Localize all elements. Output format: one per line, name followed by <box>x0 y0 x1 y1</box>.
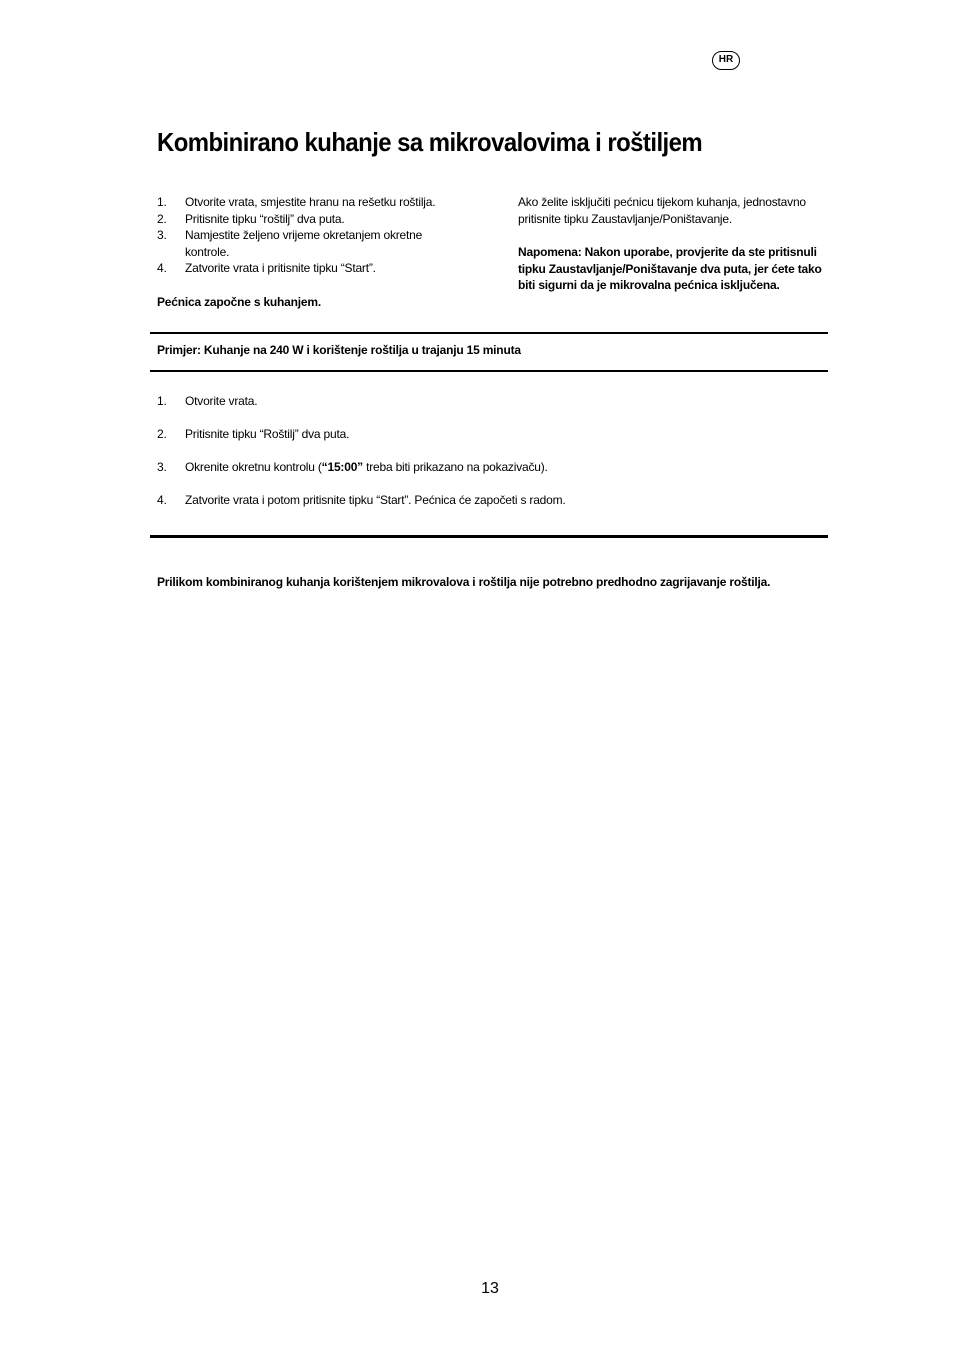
step-number: 1. <box>157 195 167 209</box>
step-text: Pritisnite tipku “roštilj” dva puta. <box>185 211 345 226</box>
step-text: Pritisnite tipku “Roštilj” dva puta. <box>185 427 350 442</box>
example-steps <box>157 393 817 525</box>
result-text: Pećnica započne s kuhanjem. <box>157 294 322 309</box>
notes-column <box>518 194 823 294</box>
step-text: Namjestite željeno vrijeme okretanjem okretne kontrole. <box>185 228 423 259</box>
page-number: 13 <box>481 1280 499 1297</box>
list-item <box>157 492 817 509</box>
stop-paragraph: Ako želite isključiti pećnicu tijekom kuhanja, jednostavno pritisnite tipku Zaustavljanje/Poništavanje. <box>518 195 806 226</box>
list-item <box>157 459 817 476</box>
step-number: 2. <box>157 427 167 442</box>
step-text: Otvorite vrata, smjestite hranu na rešetku roštilja. <box>185 195 436 209</box>
steps-list <box>157 194 457 277</box>
step-number: 3. <box>157 460 167 475</box>
language-badge: HR <box>712 51 740 70</box>
divider <box>150 535 828 538</box>
footnote: Prilikom kombiniranog kuhanja korištenjem mikrovalova i roštilja nije potrebno predhodno zagrijavanje roštilja. <box>157 575 771 589</box>
step-number: 2. <box>157 211 167 226</box>
step-number: 4. <box>157 261 167 276</box>
step-text-pre: Okrenite okretnu kontrolu ( <box>185 460 322 475</box>
list-item <box>157 227 457 260</box>
divider <box>150 370 828 372</box>
example-steps-list <box>157 393 817 509</box>
step-text: Otvorite vrata. <box>185 394 258 408</box>
list-item <box>157 211 457 228</box>
list-item <box>157 426 817 443</box>
example-title: Primjer: Kuhanje na 240 W i korištenje roštilja u trajanju 15 minuta <box>157 343 521 357</box>
step-text: Zatvorite vrata i pritisnite tipku “Start”. <box>185 261 376 276</box>
step-number: 3. <box>157 228 167 243</box>
step-text-post: treba biti prikazano na pokazivaču). <box>362 460 548 475</box>
step-number: 1. <box>157 394 167 408</box>
instructions-column <box>157 194 457 311</box>
step-number: 4. <box>157 493 167 508</box>
list-item <box>157 260 457 277</box>
list-item <box>157 393 817 410</box>
divider <box>150 332 828 334</box>
note-text: Napomena: Nakon uporabe, provjerite da ste pritisnuli tipku Zaustavljanje/Poništavanje dva puta, jer ćete tako biti sigurni da je mikrovalna pećnica isključena. <box>518 245 822 293</box>
page-title: Kombinirano kuhanje sa mikrovalovima i roštiljem <box>157 127 703 157</box>
step-text: Zatvorite vrata i potom pritisnite tipku “Start”. Pećnica će započeti s radom. <box>185 493 566 508</box>
list-item <box>157 194 457 211</box>
display-value: “15:00” <box>321 460 363 475</box>
